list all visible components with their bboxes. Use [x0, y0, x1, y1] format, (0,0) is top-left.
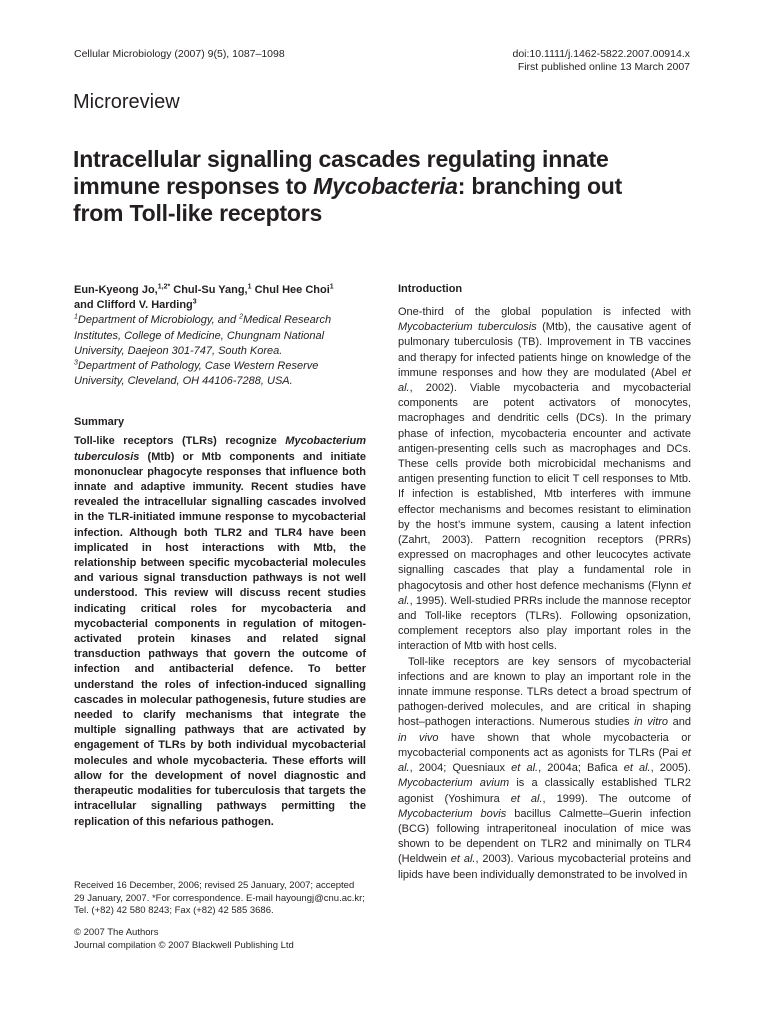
- article-title: [73, 146, 673, 227]
- affiliations: $^1$Department of Microbiology, and $^2$Medical Research Institutes, College of Medicine, Chungnam National University, Daejeon 301-747, South Korea. $^3$Department of Pathology, Case Western Reserve University, Cleveland, OH 44106-7288, USA.: [74, 313, 332, 388]
- copyright: © 2007 The Authors Journal compilation © 2007 Blackwell Publishing Ltd: [74, 927, 294, 951]
- summary-heading: Summary: [74, 416, 125, 429]
- publication-date: First published online 13 March 2007: [517, 61, 690, 73]
- intro-paragraph-1: One-third of the global population is infected with Mycobacterium tuberculosis (Mtb), the causative agent of pulmonary tuberculosis (TB). Improvement in TB vaccines and therapy for infected patients hinge on knowledge of the immune responses and how they are modulated (Abel et al., 2002). Viable mycobacteria and mycobacterial components are potent activators of monocytes, macrophages and dendritic cells (DCs). In the primary phase of infection, mycobacteria encounter and activate antigen-presenting cells such as macrophages and DCs. These cells provide both microbicidal mechanisms and antigen presenting function to elicit T cell responses to Mtb. If infection is established, Mtb interferes with immune effector mechanisms and becomes resistant to elimination by the host’s immune system, causing a latent infection (Zahrt, 2003). Pattern recognition receptors (PRRs) expressed on macrophages and other leucocytes activate signalling cascades that play a fundamental role in phagocytosis and other host defence mechanisms (Flynn et al., 1995). Well-studied PRRs include the mannose receptor and Toll-like receptors (TLRs). Following opsonization, complement receptors also play important roles in the interaction of Mtb with host cells.: [398, 306, 691, 653]
- journal-citation: Cellular Microbiology (2007) 9(5), 1087–1098: [74, 48, 285, 60]
- title-text-end: : branching out from Toll-like receptors: [73, 173, 623, 226]
- title-text: Intracellular signalling cascades regulating innate immune responses to: [73, 146, 609, 199]
- introduction-body: [398, 305, 691, 883]
- doi[interactable]: doi:10.1111/j.1462-5822.2007.00914.x: [512, 48, 690, 60]
- intro-paragraph-2: Toll-like receptors are key sensors of mycobacterial infections and are known to play an important role in the innate immune response. TLRs detect a broad spectrum of pathogen-derived molecules, and are critical in shaping host–pathogen interactions. Numerous studies in vitro and in vivo have shown that whole mycobacteria or mycobacterial components act as agonists for TLRs (Pai et al., 2004; Quesniaux et al., 2004a; Bafica et al., 2005). Mycobacterium avium is a classically established TLR2 agonist (Yoshimura et al., 1999). The outcome of Mycobacterium bovis bacillus Calmette–Guerin infection (BCG) following intraperitoneal inoculation of mice was shown to be dependent on TLR2 and minimally on TLR4 (Heldwein et al., 2003). Various mycobacterial proteins and lipids have been individually demonstrated to be involved in: [398, 655, 692, 881]
- introduction-heading: Introduction: [398, 283, 463, 295]
- received-note: Received 16 December, 2006; revised 25 January, 2007; accepted 29 January, 2007. *For correspondence. E-mail hayoungj@cnu.ac.kr; Tel. (+82) 42 580 8243; Fax (+82) 42 585 3686.: [74, 880, 365, 916]
- title-italic: Mycobacteria: [313, 173, 458, 199]
- summary-text: Toll-like receptors (TLRs) recognize Mycobacterium tuberculosis (Mtb) or Mtb components and initiate mononuclear phagocyte responses that influence both innate and adaptive immunity. Recent studies have revealed the intracellular signalling cascades involved in the TLR-initiated immune response to mycobacterial infection. Although both TLR2 and TLR4 have been implicated in host interactions with Mtb, the relationship between specific mycobacterial molecules and various signal transduction pathways is not well understood. This review will discuss recent studies indicating critical roles for mycobacteria and mycobacterial components in regulation of mitogen-activated protein kinases and related signal transduction pathways that govern the outcome of infection and antibacterial defence. To better understand the roles of infection-induced signalling cascades in molecular pathogenesis, future studies are needed to clarify mechanisms that integrate the multiple signalling pathways that are activated by engagement of TLRs by both individual mycobacterial molecules and whole mycobacteria. These efforts will allow for the development of novel diagnostic and therapeutic modalities for tuberculosis that targets the intracellular signalling pathways permitting the replication of this nefarious pathogen.: [74, 435, 366, 828]
- author-list: Eun-Kyeong Jo,$^{1,2*}$ Chul-Su Yang,$^1$ Chul Hee Choi$^1$ and Clifford V. Harding$^3$: [74, 283, 334, 312]
- right-column: [398, 283, 691, 883]
- article-meta: [390, 48, 690, 74]
- left-column: [74, 283, 366, 830]
- section-label: Microreview: [73, 91, 180, 113]
